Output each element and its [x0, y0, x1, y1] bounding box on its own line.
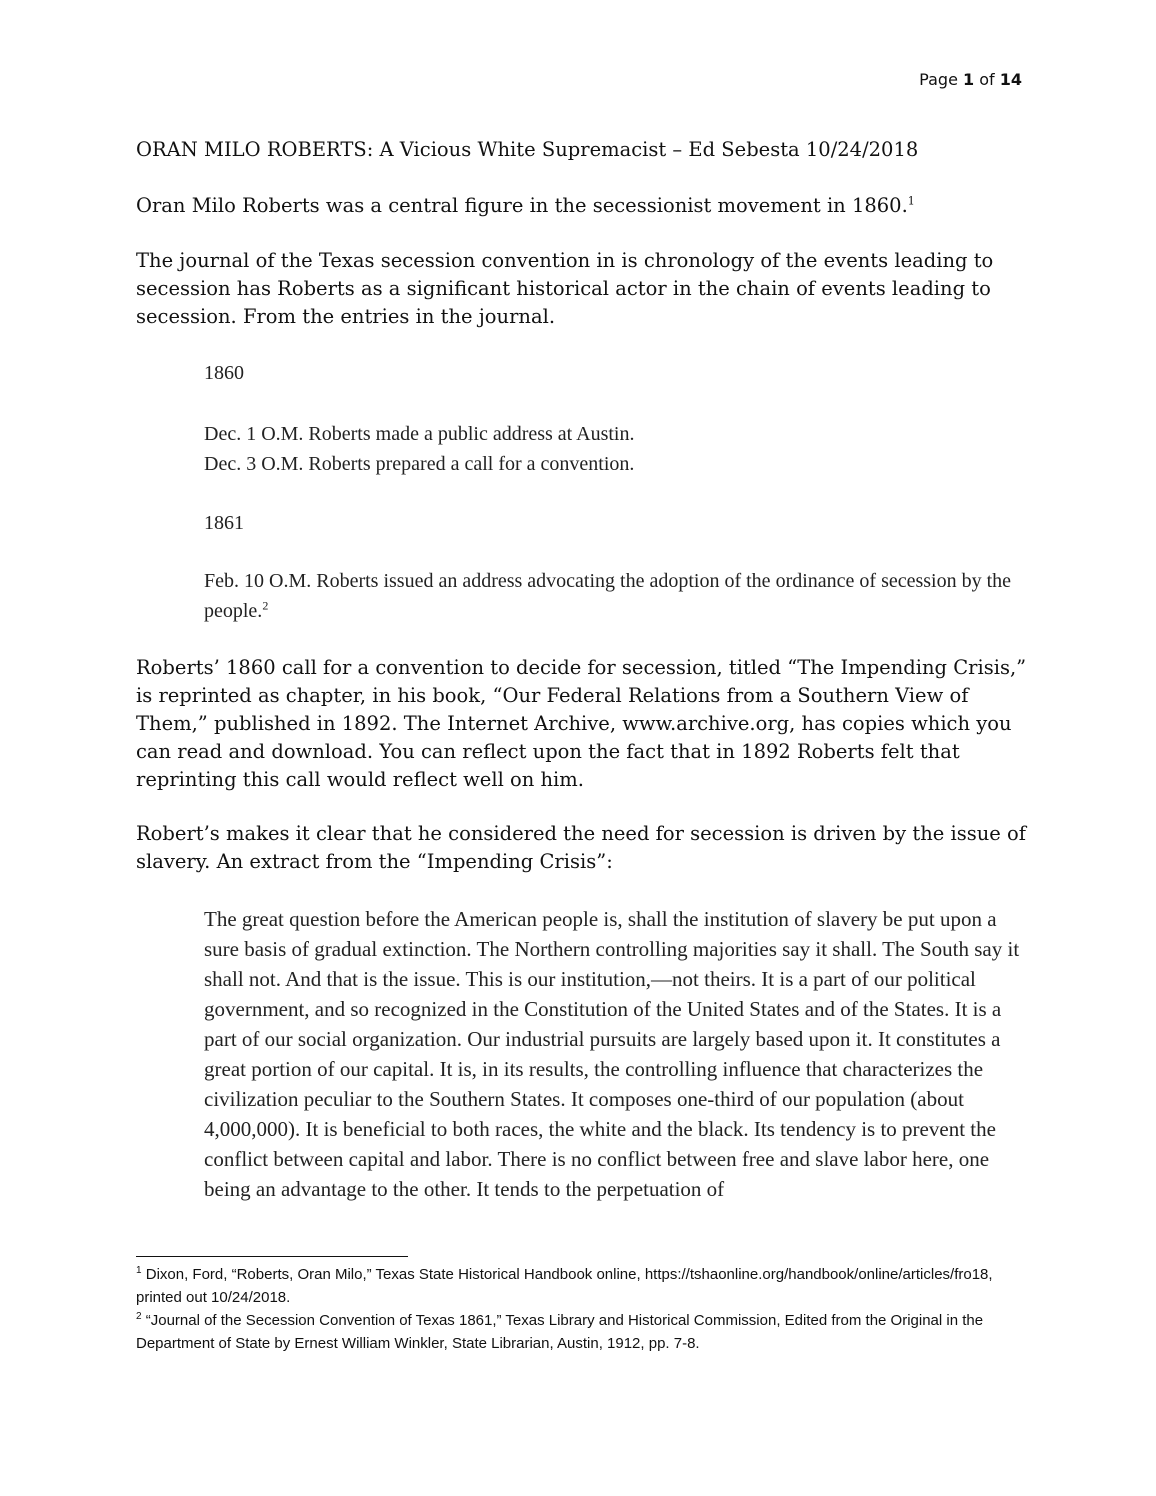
footnote-2-text: “Journal of the Secession Convention of Texas 1861,” Texas Library and Historical Commission, Edited from the Original in the Department of State by Ernest William Winkler, State Librarian, Austin, 1912, pp. 7-8.: [136, 1312, 984, 1352]
page-prefix: Page: [919, 70, 963, 89]
block-quote-extract: The great question before the American people is, shall the institution of slavery be put upon a sure basis of gradual extinction. The Northern controlling majorities say it shall. The South say it shall not. And that is the issue. This is our institution,—not theirs. It is a part of our political government, and so recognized in the Constitution of the United States and of the States. It is a part of our social organization. Our industrial pursuits are largely based upon it. It constitutes a great portion of our capital. It is, in its results, the controlling influence that characterizes the civilization peculiar to the Southern States. It composes one-third of our population (about 4,000,000). It is beneficial to both races, the white and the black. Its tendency is to prevent the conflict between capital and labor. There is no conflict between free and slave labor here, one being an advantage to the other. It tends to the perpetuation of: [204, 907, 1020, 1201]
paragraph-intro-text: Oran Milo Roberts was a central figure in the secessionist movement in 1860.: [136, 194, 908, 217]
footnote-ref-1[interactable]: 1: [907, 194, 915, 208]
footnotes: [136, 1263, 1036, 1355]
journal-entry-feb10: [204, 566, 1024, 626]
page-total: 14: [999, 70, 1022, 89]
journal-entry-feb10-text: Feb. 10 O.M. Roberts issued an address advocating the adoption of the ordinance of secession by the people.: [204, 570, 1012, 622]
footnote-2-number: 2: [136, 1311, 142, 1322]
footnote-separator: [136, 1256, 408, 1257]
footnote-2: [136, 1309, 1036, 1355]
paragraph-journal-intro: The journal of the Texas secession convention in is chronology of the events leading to secession has Roberts as a significant historical actor in the chain of events leading to secession. From the entries in the journal.: [136, 249, 994, 328]
paragraph-impending-crisis: Roberts’ 1860 call for a convention to decide for secession, titled “The Impending Crisis,” is reprinted as chapter, in his book, “Our Federal Relations from a Southern View of Them,” published in 1892. The Internet Archive, www.archive.org, has copies which you can read and download. You can reflect upon the fact that in 1892 Roberts felt that reprinting this call would reflect well on him.: [136, 656, 1027, 791]
footnote-1-text: Dixon, Ford, “Roberts, Oran Milo,” Texas State Historical Handbook online, https://tshaonline.org/handbook/online/articles/fro18, printed out 10/24/2018.: [136, 1266, 993, 1306]
footnote-ref-2[interactable]: 2: [262, 598, 269, 613]
paragraph-slavery-issue: Robert’s makes it clear that he considered the need for secession is driven by the issue of slavery. An extract from the “Impending Crisis”:: [136, 822, 1027, 873]
page-number: [919, 70, 1022, 89]
page-current: 1: [963, 70, 975, 89]
document-title: ORAN MILO ROBERTS: A Vicious White Supremacist – Ed Sebesta 10/24/2018: [136, 138, 919, 161]
paragraph-intro: [136, 192, 1036, 220]
journal-entry-dec1: Dec. 1 O.M. Roberts made a public address at Austin.: [204, 423, 635, 445]
footnote-1-number: 1: [136, 1265, 142, 1276]
footnote-1: [136, 1263, 1036, 1309]
journal-year-1861: 1861: [204, 512, 244, 534]
page-of: of: [974, 70, 1000, 89]
journal-entry-dec3: Dec. 3 O.M. Roberts prepared a call for a convention.: [204, 453, 635, 475]
journal-year-1860: 1860: [204, 362, 244, 384]
